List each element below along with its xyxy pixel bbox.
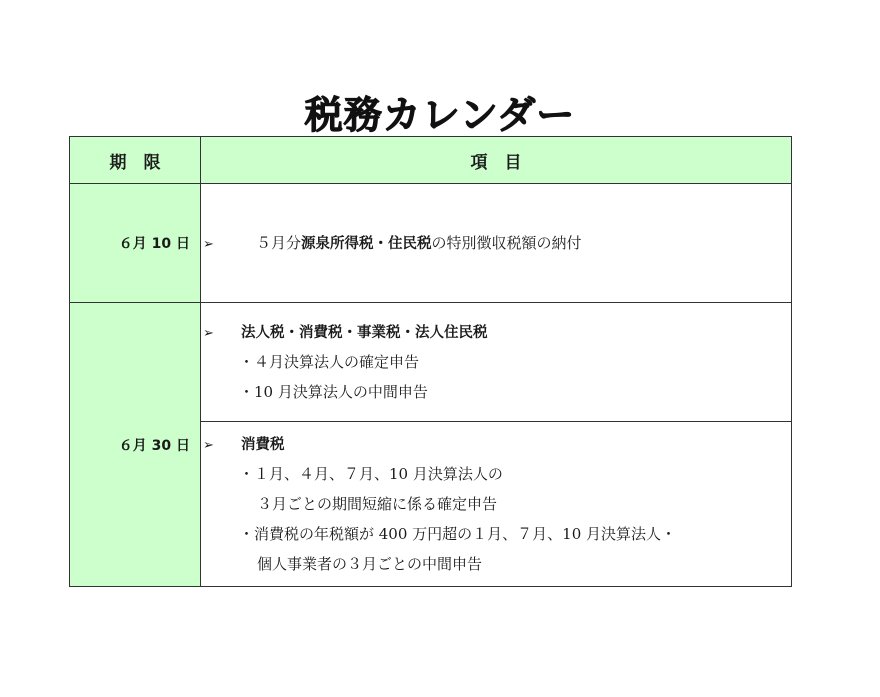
header-item: 項 目 xyxy=(201,137,792,184)
list-item-heading xyxy=(201,429,791,459)
arrow-bullet-icon: ➢ xyxy=(203,326,214,341)
table-header-row xyxy=(70,137,792,184)
list-item: ・１月、４月、７月、10 月決算法人の xyxy=(239,465,503,483)
item-bold: 源泉所得税・住民税 xyxy=(301,236,432,252)
deadline-date: ６月 30 日 xyxy=(70,303,201,587)
arrow-bullet-icon: ➢ xyxy=(203,438,214,453)
item-heading: 消費税 xyxy=(241,437,285,453)
list-item: 個人事業者の３月ごとの中間申告 xyxy=(257,555,483,573)
list-item xyxy=(201,228,791,258)
item-heading: 法人税・消費税・事業税・法人住民税 xyxy=(241,325,488,341)
list-item: ・４月決算法人の確定申告 xyxy=(239,353,420,371)
tax-calendar-table xyxy=(69,136,792,587)
page-title: 税務カレンダー xyxy=(304,93,576,137)
arrow-bullet-icon: ➢ xyxy=(203,237,214,252)
list-item: ・消費税の年税額が 400 万円超の１月、７月、10 月決算法人・ xyxy=(239,525,677,543)
table-row xyxy=(70,303,792,422)
header-deadline: 期 限 xyxy=(70,137,201,184)
list-item: ・10 月決算法人の中間申告 xyxy=(239,383,428,401)
item-cell xyxy=(201,184,792,303)
item-cell xyxy=(201,303,792,422)
list-item: ３月ごとの期間短縮に係る確定申告 xyxy=(257,495,498,513)
item-cell xyxy=(201,422,792,587)
item-prefix: ５月分 xyxy=(241,234,302,252)
item-suffix: の特別徴収税額の納付 xyxy=(431,234,582,252)
deadline-date: ６月 10 日 xyxy=(70,184,201,303)
table-row xyxy=(70,184,792,303)
list-item-heading xyxy=(201,317,791,347)
